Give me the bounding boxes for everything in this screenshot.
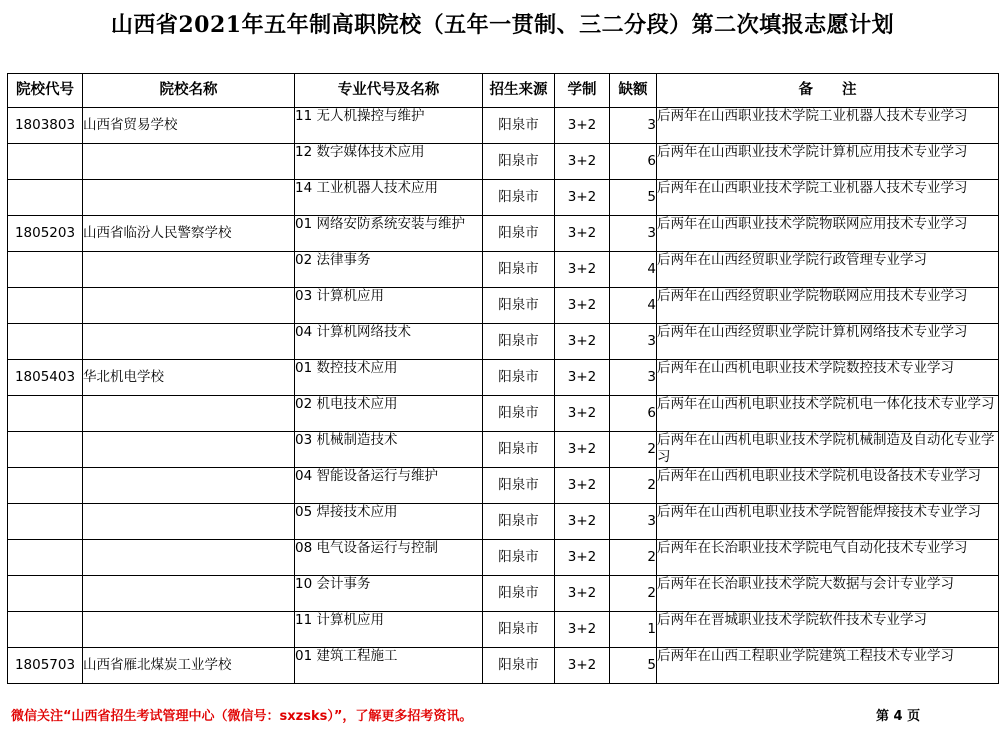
table-header-row [8, 74, 999, 108]
major-cell: 08 电气设备运行与控制 [295, 540, 483, 576]
school-name-cell [83, 180, 295, 216]
table-row [8, 504, 999, 540]
school-name-cell [83, 324, 295, 360]
table-row [8, 468, 999, 504]
note-cell: 后两年在山西职业技术学院工业机器人技术专业学习 [657, 108, 999, 144]
major-cell: 03 计算机应用 [295, 288, 483, 324]
system-cell: 3+2 [555, 504, 610, 540]
system-cell: 3+2 [555, 324, 610, 360]
system-cell: 3+2 [555, 540, 610, 576]
system-cell: 3+2 [555, 252, 610, 288]
table-row [8, 432, 999, 468]
school-code-cell [8, 576, 83, 612]
major-cell: 11 无人机操控与维护 [295, 108, 483, 144]
school-code-cell [8, 324, 83, 360]
school-name-cell: 山西省雁北煤炭工业学校 [83, 648, 295, 684]
source-cell: 阳泉市 [483, 540, 555, 576]
major-cell: 11 计算机应用 [295, 612, 483, 648]
table-row [8, 144, 999, 180]
table-row [8, 540, 999, 576]
note-cell: 后两年在长治职业技术学院电气自动化技术专业学习 [657, 540, 999, 576]
table-row [8, 324, 999, 360]
note-cell: 后两年在山西机电职业技术学院数控技术专业学习 [657, 360, 999, 396]
quota-cell: 3 [610, 324, 657, 360]
table-row [8, 216, 999, 252]
major-cell: 03 机械制造技术 [295, 432, 483, 468]
school-code-cell [8, 252, 83, 288]
system-cell: 3+2 [555, 648, 610, 684]
major-cell: 12 数字媒体技术应用 [295, 144, 483, 180]
school-code-cell [8, 432, 83, 468]
table-row [8, 576, 999, 612]
school-code-cell [8, 540, 83, 576]
school-name-cell: 山西省临汾人民警察学校 [83, 216, 295, 252]
source-cell: 阳泉市 [483, 252, 555, 288]
note-cell: 后两年在山西机电职业技术学院机械制造及自动化专业学习 [657, 432, 999, 468]
source-cell: 阳泉市 [483, 576, 555, 612]
note-cell: 后两年在长治职业技术学院大数据与会计专业学习 [657, 576, 999, 612]
quota-cell: 4 [610, 252, 657, 288]
note-cell: 后两年在山西职业技术学院物联网应用技术专业学习 [657, 216, 999, 252]
source-cell: 阳泉市 [483, 504, 555, 540]
quota-cell: 5 [610, 180, 657, 216]
quota-cell: 3 [610, 108, 657, 144]
school-name-cell [83, 288, 295, 324]
school-code-cell [8, 288, 83, 324]
table-body [8, 108, 999, 684]
system-cell: 3+2 [555, 180, 610, 216]
note-cell: 后两年在山西职业技术学院计算机应用技术专业学习 [657, 144, 999, 180]
major-cell: 04 计算机网络技术 [295, 324, 483, 360]
school-name-cell [83, 612, 295, 648]
school-name-cell: 山西省贸易学校 [83, 108, 295, 144]
system-cell: 3+2 [555, 144, 610, 180]
school-name-cell [83, 468, 295, 504]
source-cell: 阳泉市 [483, 108, 555, 144]
table-row [8, 612, 999, 648]
quota-cell: 2 [610, 468, 657, 504]
quota-cell: 5 [610, 648, 657, 684]
quota-cell: 3 [610, 504, 657, 540]
table-row [8, 180, 999, 216]
quota-cell: 4 [610, 288, 657, 324]
table-row [8, 360, 999, 396]
major-cell: 05 焊接技术应用 [295, 504, 483, 540]
school-name-cell [83, 576, 295, 612]
major-cell: 01 数控技术应用 [295, 360, 483, 396]
school-code-cell [8, 612, 83, 648]
school-code-cell: 1805203 [8, 216, 83, 252]
note-cell: 后两年在山西职业技术学院工业机器人技术专业学习 [657, 180, 999, 216]
header-quota: 缺额 [610, 74, 657, 108]
system-cell: 3+2 [555, 432, 610, 468]
quota-cell: 3 [610, 216, 657, 252]
source-cell: 阳泉市 [483, 360, 555, 396]
header-note: 备 注 [657, 74, 999, 108]
system-cell: 3+2 [555, 576, 610, 612]
quota-cell: 3 [610, 360, 657, 396]
source-cell: 阳泉市 [483, 612, 555, 648]
note-cell: 后两年在山西经贸职业学院物联网应用技术专业学习 [657, 288, 999, 324]
header-major: 专业代号及名称 [295, 74, 483, 108]
major-cell: 02 法律事务 [295, 252, 483, 288]
school-name-cell [83, 252, 295, 288]
note-cell: 后两年在山西机电职业技术学院机电设备技术专业学习 [657, 468, 999, 504]
source-cell: 阳泉市 [483, 216, 555, 252]
note-cell: 后两年在山西机电职业技术学院机电一体化技术专业学习 [657, 396, 999, 432]
source-cell: 阳泉市 [483, 288, 555, 324]
school-code-cell [8, 504, 83, 540]
source-cell: 阳泉市 [483, 144, 555, 180]
table-row [8, 108, 999, 144]
page-title: 山西省2021年五年制高职院校（五年一贯制、三二分段）第二次填报志愿计划 [110, 12, 895, 38]
system-cell: 3+2 [555, 288, 610, 324]
school-name-cell [83, 432, 295, 468]
wechat-notice: 微信关注“山西省招生考试管理中心（微信号：sxzsks）”，了解更多招考资讯。 [11, 709, 473, 724]
table-row [8, 288, 999, 324]
quota-cell: 1 [610, 612, 657, 648]
quota-cell: 2 [610, 576, 657, 612]
note-cell: 后两年在山西机电职业技术学院智能焊接技术专业学习 [657, 504, 999, 540]
school-code-cell: 1803803 [8, 108, 83, 144]
school-name-cell [83, 504, 295, 540]
table-row [8, 396, 999, 432]
school-code-cell [8, 144, 83, 180]
major-cell: 10 会计事务 [295, 576, 483, 612]
system-cell: 3+2 [555, 360, 610, 396]
quota-cell: 2 [610, 432, 657, 468]
note-cell: 后两年在山西工程职业学院建筑工程技术专业学习 [657, 648, 999, 684]
enrollment-plan-table [7, 73, 999, 684]
system-cell: 3+2 [555, 612, 610, 648]
header-source: 招生来源 [483, 74, 555, 108]
school-code-cell: 1805403 [8, 360, 83, 396]
source-cell: 阳泉市 [483, 180, 555, 216]
system-cell: 3+2 [555, 468, 610, 504]
major-cell: 01 建筑工程施工 [295, 648, 483, 684]
source-cell: 阳泉市 [483, 648, 555, 684]
major-cell: 14 工业机器人技术应用 [295, 180, 483, 216]
source-cell: 阳泉市 [483, 432, 555, 468]
header-school-name: 院校名称 [83, 74, 295, 108]
school-name-cell [83, 540, 295, 576]
major-cell: 02 机电技术应用 [295, 396, 483, 432]
page-number: 第 4 页 [876, 709, 921, 724]
system-cell: 3+2 [555, 216, 610, 252]
header-system: 学制 [555, 74, 610, 108]
note-cell: 后两年在晋城职业技术学院软件技术专业学习 [657, 612, 999, 648]
system-cell: 3+2 [555, 108, 610, 144]
source-cell: 阳泉市 [483, 324, 555, 360]
quota-cell: 6 [610, 144, 657, 180]
school-code-cell [8, 468, 83, 504]
system-cell: 3+2 [555, 396, 610, 432]
source-cell: 阳泉市 [483, 396, 555, 432]
school-name-cell: 华北机电学校 [83, 360, 295, 396]
table-row [8, 648, 999, 684]
major-cell: 04 智能设备运行与维护 [295, 468, 483, 504]
school-code-cell [8, 180, 83, 216]
school-name-cell [83, 144, 295, 180]
note-cell: 后两年在山西经贸职业学院计算机网络技术专业学习 [657, 324, 999, 360]
source-cell: 阳泉市 [483, 468, 555, 504]
school-code-cell: 1805703 [8, 648, 83, 684]
quota-cell: 2 [610, 540, 657, 576]
major-cell: 01 网络安防系统安装与维护 [295, 216, 483, 252]
note-cell: 后两年在山西经贸职业学院行政管理专业学习 [657, 252, 999, 288]
school-name-cell [83, 396, 295, 432]
table-row [8, 252, 999, 288]
header-school-code: 院校代号 [8, 74, 83, 108]
quota-cell: 6 [610, 396, 657, 432]
school-code-cell [8, 396, 83, 432]
